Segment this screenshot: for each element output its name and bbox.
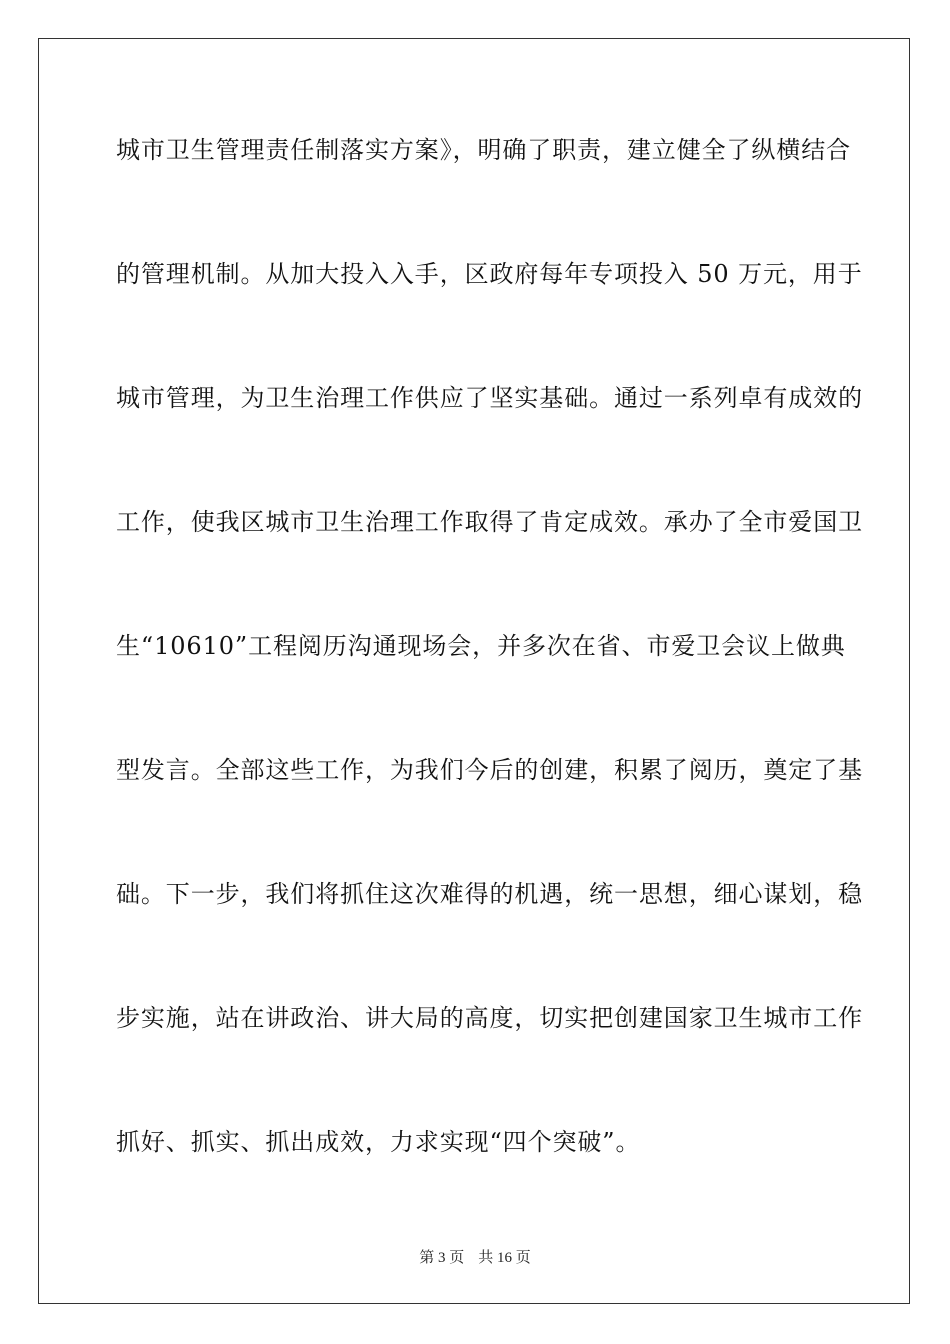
page-footer (0, 1246, 950, 1267)
text-line-4: 工作，使我区城市卫生治理工作取得了肯定成效。承办了全市爱国卫 (116, 508, 863, 536)
text-line-5: 生“10610”工程阅历沟通现场会，并多次在省、市爱卫会议上做典 (116, 632, 846, 660)
text-line-3: 城市管理，为卫生治理工作供应了坚实基础。通过一系列卓有成效的 (116, 384, 863, 412)
text-line-2: 的管理机制。从加大投入入手，区政府每年专项投入 50 万元，用于 (116, 260, 863, 288)
text-line-9: 抓好、抓实、抓出成效，力求实现“四个突破”。 (116, 1128, 641, 1156)
text-line-6: 型发言。全部这些工作，为我们今后的创建，积累了阅历，奠定了基 (116, 756, 863, 784)
page-total: 共 16 页 (478, 1250, 531, 1266)
text-line-1: 城市卫生管理责任制落实方案》，明确了职责，建立健全了纵横结合 (116, 136, 851, 164)
page-number: 第 3 页 (419, 1250, 465, 1266)
text-line-7: 础。下一步，我们将抓住这次难得的机遇，统一思想，细心谋划，稳 (116, 880, 863, 908)
page-border (38, 38, 910, 1304)
text-line-8: 步实施，站在讲政治、讲大局的高度，切实把创建国家卫生城市工作 (116, 1004, 863, 1032)
